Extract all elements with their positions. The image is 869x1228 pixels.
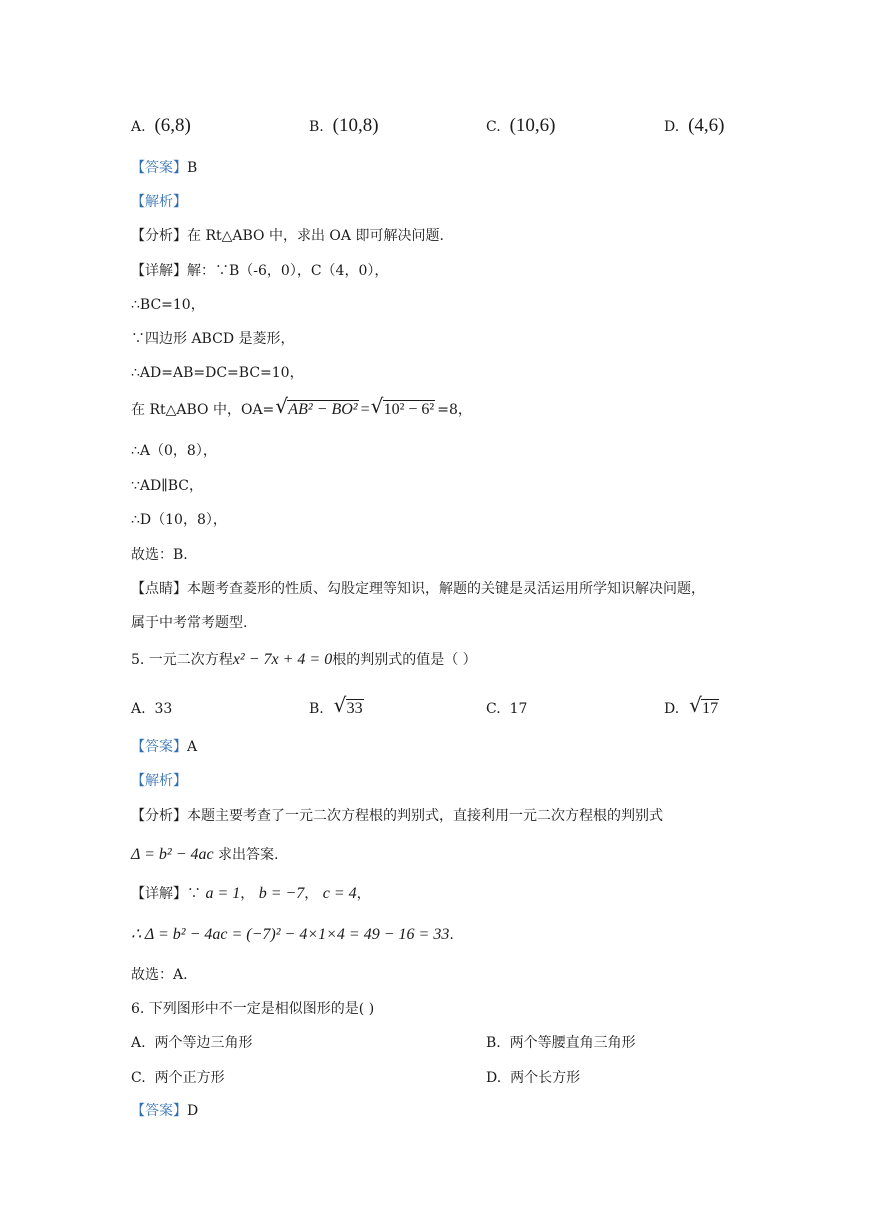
q5-option-b: B. √ 33	[309, 698, 366, 720]
sqrt-ab-bo: √ AB² − BO²	[276, 400, 358, 420]
q6-option-d: D. 两个长方形	[486, 1070, 581, 1086]
q6-option-a: A. 两个等边三角形	[131, 1035, 253, 1051]
q4-step-5: ∴A（0，8），	[131, 443, 217, 459]
q5-stem: 5. 一元二次方程x² − 7x + 4 = 0根的判别式的值是（ ）	[131, 651, 477, 668]
q4-step-8: 故选：B.	[131, 547, 188, 563]
q4-option-b-value: (10,8)	[332, 115, 379, 136]
q5-calc: ∴ Δ = b² − 4ac = (−7)² − 4×1×4 = 49 − 16 = 33.	[131, 926, 454, 943]
q5-option-c: C. 17	[486, 701, 528, 717]
q6-option-c: C. 两个正方形	[131, 1070, 225, 1086]
q4-detail: 【详解】解：∵B（-6，0），C（4，0），	[131, 263, 389, 279]
sqrt-10-6: √ 10² − 6²	[372, 400, 436, 420]
q6-answer: 【答案】D	[131, 1103, 199, 1119]
q6-option-b: B. 两个等腰直角三角形	[486, 1035, 636, 1051]
q4-answer: 【答案】B	[131, 160, 198, 176]
q4-step-7: ∴D（10，8），	[131, 512, 227, 528]
q4-step-6: ∵AD∥BC，	[131, 478, 203, 494]
q4-step-2: ∵四边形 ABCD 是菱形，	[131, 331, 295, 347]
q5-fenxi-cont: Δ = b² − 4ac 求出答案.	[131, 846, 279, 863]
q4-option-a-value: (6,8)	[154, 115, 191, 136]
q4-option-d-value: (4,6)	[688, 115, 725, 136]
q5-detail: 【详解】∵ a = 1， b = −7， c = 4，	[131, 885, 371, 902]
sqrt-33: √ 33	[335, 698, 364, 720]
q5-choose: 故选：A.	[131, 967, 188, 983]
q4-step-3: ∴AD=AB=DC=BC=10，	[131, 365, 304, 381]
q4-step-4: 在 Rt△ABO 中，OA=√ AB² − BO² =√ 10² − 6² =8，	[131, 400, 472, 420]
q4-step-1: ∴BC=10，	[131, 297, 205, 313]
q6-stem: 6. 下列图形中不一定是相似图形的是( )	[131, 1001, 375, 1017]
q4-comment-cont: 属于中考常考题型.	[131, 615, 248, 631]
q4-comment: 【点睛】本题考查菱形的性质、勾股定理等知识，解题的关键是灵活运用所学知识解决问题，	[131, 581, 705, 597]
q4-option-c: C. (10,6)	[486, 115, 556, 136]
q5-analysis-tag: 【解析】	[131, 773, 187, 789]
q4-fenxi: 【分析】在 Rt△ABO 中，求出 OA 即可解决问题.	[131, 228, 444, 244]
q4-option-b: B. (10,8)	[309, 115, 379, 136]
q5-fenxi: 【分析】本题主要考查了一元二次方程根的判别式，直接利用一元二次方程根的判别式	[131, 808, 663, 824]
q5-option-a: A. 33	[131, 701, 173, 717]
q5-answer: 【答案】A	[131, 739, 198, 755]
q4-option-c-value: (10,6)	[509, 115, 556, 136]
q5-option-d: D. √ 17	[664, 698, 721, 720]
q4-analysis-tag: 【解析】	[131, 194, 187, 210]
q4-option-a: A. (6,8)	[131, 115, 191, 136]
sqrt-17: √ 17	[690, 698, 719, 720]
q4-option-d: D. (4,6)	[664, 115, 725, 136]
